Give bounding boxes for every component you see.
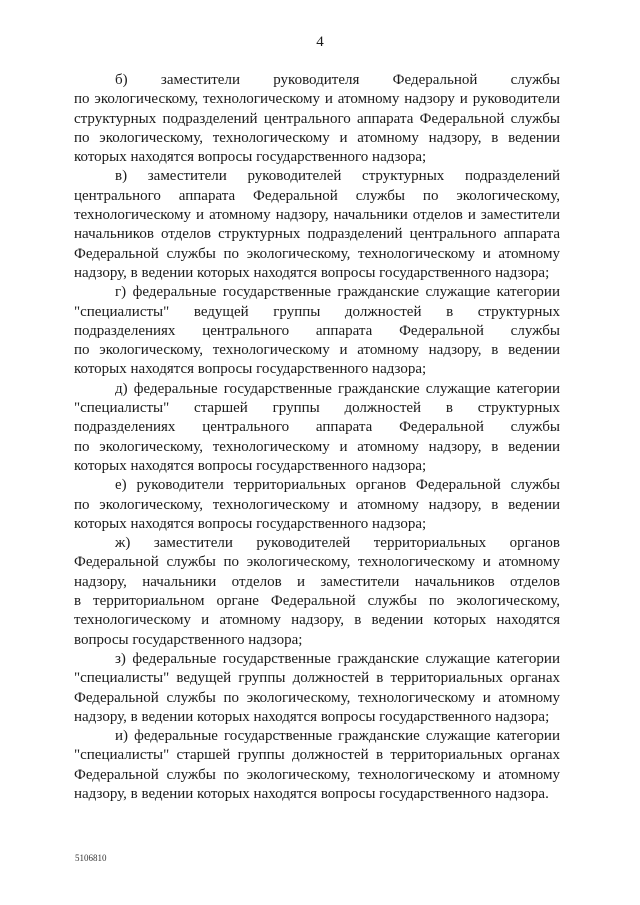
list-marker: ж) bbox=[115, 535, 131, 552]
list-marker: е) bbox=[115, 477, 127, 494]
paragraph-line bbox=[74, 148, 560, 167]
line-text: федеральные государственные гражданские служащие категории bbox=[134, 728, 560, 745]
line-text: "специалисты" старшей группы должностей в структурных bbox=[74, 400, 560, 417]
line-text: федеральные государственные гражданские служащие категории bbox=[132, 284, 560, 301]
line-text: "специалисты" ведущей группы должностей в территориальных органах bbox=[74, 670, 560, 687]
line-text: вопросы государственного надзора; bbox=[74, 631, 303, 648]
paragraph-line bbox=[74, 573, 560, 592]
paragraph-item bbox=[74, 534, 560, 650]
paragraph-item bbox=[74, 650, 560, 727]
line-text: Федеральной службы по экологическому, технологическому и атомному bbox=[74, 766, 560, 783]
list-marker: б) bbox=[115, 72, 128, 88]
line-text: по экологическому, технологическому и атомному надзору, в ведении bbox=[74, 129, 560, 146]
line-text: по экологическому, технологическому и атомному надзору, в ведении bbox=[74, 438, 560, 455]
paragraph-line bbox=[74, 303, 560, 322]
line-text: технологическому и атомному надзору, в ведении которых находятся bbox=[74, 612, 560, 629]
paragraph-line bbox=[74, 245, 560, 264]
paragraph-line bbox=[74, 476, 560, 495]
line-text: "специалисты" старшей группы должностей в территориальных органах bbox=[74, 747, 560, 764]
paragraph-line bbox=[74, 167, 560, 186]
paragraph-line bbox=[74, 71, 560, 90]
paragraph-line bbox=[74, 457, 560, 476]
line-text: Федеральной службы по экологическому, технологическому и атомному bbox=[74, 245, 560, 262]
line-text: заместители руководителей структурных подразделений bbox=[147, 168, 560, 185]
paragraph-line bbox=[74, 650, 560, 669]
paragraph-line bbox=[74, 592, 560, 611]
list-marker: г) bbox=[115, 284, 127, 301]
paragraph-line bbox=[74, 785, 560, 804]
paragraph-item bbox=[74, 71, 560, 167]
list-marker: д) bbox=[115, 380, 128, 397]
list-marker: и) bbox=[115, 728, 129, 745]
line-text: подразделениях центрального аппарата Федеральной службы bbox=[74, 419, 560, 436]
paragraph-line bbox=[74, 746, 560, 765]
paragraph-item bbox=[74, 380, 560, 476]
line-text: Федеральной службы по экологическому, технологическому и атомному bbox=[74, 689, 560, 706]
paragraph-line bbox=[74, 708, 560, 727]
paragraph-line bbox=[74, 553, 560, 572]
line-text: "специалисты" ведущей группы должностей в структурных bbox=[74, 303, 560, 320]
line-text: структурных подразделений центрального аппарата Федеральной службы bbox=[74, 110, 560, 127]
paragraph-line bbox=[74, 380, 560, 399]
line-text: которых находятся вопросы государственного надзора; bbox=[74, 457, 427, 474]
paragraph-item bbox=[74, 167, 560, 283]
page-number: 4 bbox=[316, 34, 324, 50]
paragraph-line bbox=[74, 264, 560, 283]
paragraph-line bbox=[74, 515, 560, 534]
paragraph-line bbox=[74, 225, 560, 244]
line-text: надзору, в ведении которых находятся вопросы государственного надзора. bbox=[74, 785, 549, 802]
paragraph-line bbox=[74, 438, 560, 457]
line-text: федеральные государственные гражданские служащие категории bbox=[132, 650, 560, 667]
paragraph-line bbox=[74, 631, 560, 650]
document-code: 5106810 bbox=[75, 853, 107, 863]
paragraph-line bbox=[74, 206, 560, 225]
line-text: надзору, в ведении которых находятся вопросы государственного надзора; bbox=[74, 708, 550, 725]
paragraph-line bbox=[74, 322, 560, 341]
line-text: по экологическому, технологическому и атомному надзору, в ведении bbox=[74, 342, 560, 359]
line-text: по экологическому, технологическому и атомному надзору и руководители bbox=[74, 91, 560, 108]
paragraph-line bbox=[74, 341, 560, 360]
paragraph-line bbox=[74, 399, 560, 418]
paragraph-line bbox=[74, 283, 560, 302]
paragraph-line bbox=[74, 129, 560, 148]
line-text: подразделениях центрального аппарата Федеральной службы bbox=[74, 322, 560, 339]
line-text: которых находятся вопросы государственного надзора; bbox=[74, 361, 427, 378]
line-text: заместители руководителя Федеральной службы bbox=[160, 72, 560, 88]
paragraph-item bbox=[74, 283, 560, 379]
line-text: надзору, в ведении которых находятся вопросы государственного надзора; bbox=[74, 264, 550, 281]
line-text: технологическому и атомному надзору, начальники отделов и заместители bbox=[74, 207, 560, 224]
paragraph-line bbox=[74, 187, 560, 206]
list-marker: з) bbox=[115, 650, 126, 667]
paragraph-item bbox=[74, 727, 560, 804]
line-text: федеральные государственные гражданские служащие категории bbox=[133, 380, 560, 397]
paragraph-line bbox=[74, 611, 560, 630]
paragraph-line bbox=[74, 360, 560, 379]
line-text: Федеральной службы по экологическому, технологическому и атомному bbox=[74, 554, 560, 571]
paragraph-line bbox=[74, 534, 560, 553]
line-text: которых находятся вопросы государственного надзора; bbox=[74, 149, 427, 166]
line-text: по экологическому, технологическому и атомному надзору, в ведении bbox=[74, 496, 560, 513]
paragraph-line bbox=[74, 689, 560, 708]
paragraph-line bbox=[74, 766, 560, 785]
paragraph-line bbox=[74, 418, 560, 437]
line-text: начальников отделов структурных подразделений центрального аппарата bbox=[74, 226, 560, 243]
paragraph-line bbox=[74, 90, 560, 109]
line-text: в территориальном органе Федеральной службы по экологическому, bbox=[74, 593, 560, 610]
line-text: центрального аппарата Федеральной службы по экологическому, bbox=[74, 187, 560, 204]
paragraph-item bbox=[74, 476, 560, 534]
line-text: руководители территориальных органов Федеральной службы bbox=[136, 477, 560, 494]
paragraph-line bbox=[74, 727, 560, 746]
document-body bbox=[74, 71, 560, 804]
paragraph-line bbox=[74, 110, 560, 129]
paragraph-line bbox=[74, 669, 560, 688]
line-text: надзору, начальники отделов и заместители начальников отделов bbox=[74, 573, 560, 590]
paragraph-line bbox=[74, 496, 560, 515]
line-text: которых находятся вопросы государственного надзора; bbox=[74, 515, 427, 532]
list-marker: в) bbox=[115, 168, 128, 185]
line-text: заместители руководителей территориальных органов bbox=[153, 535, 560, 552]
